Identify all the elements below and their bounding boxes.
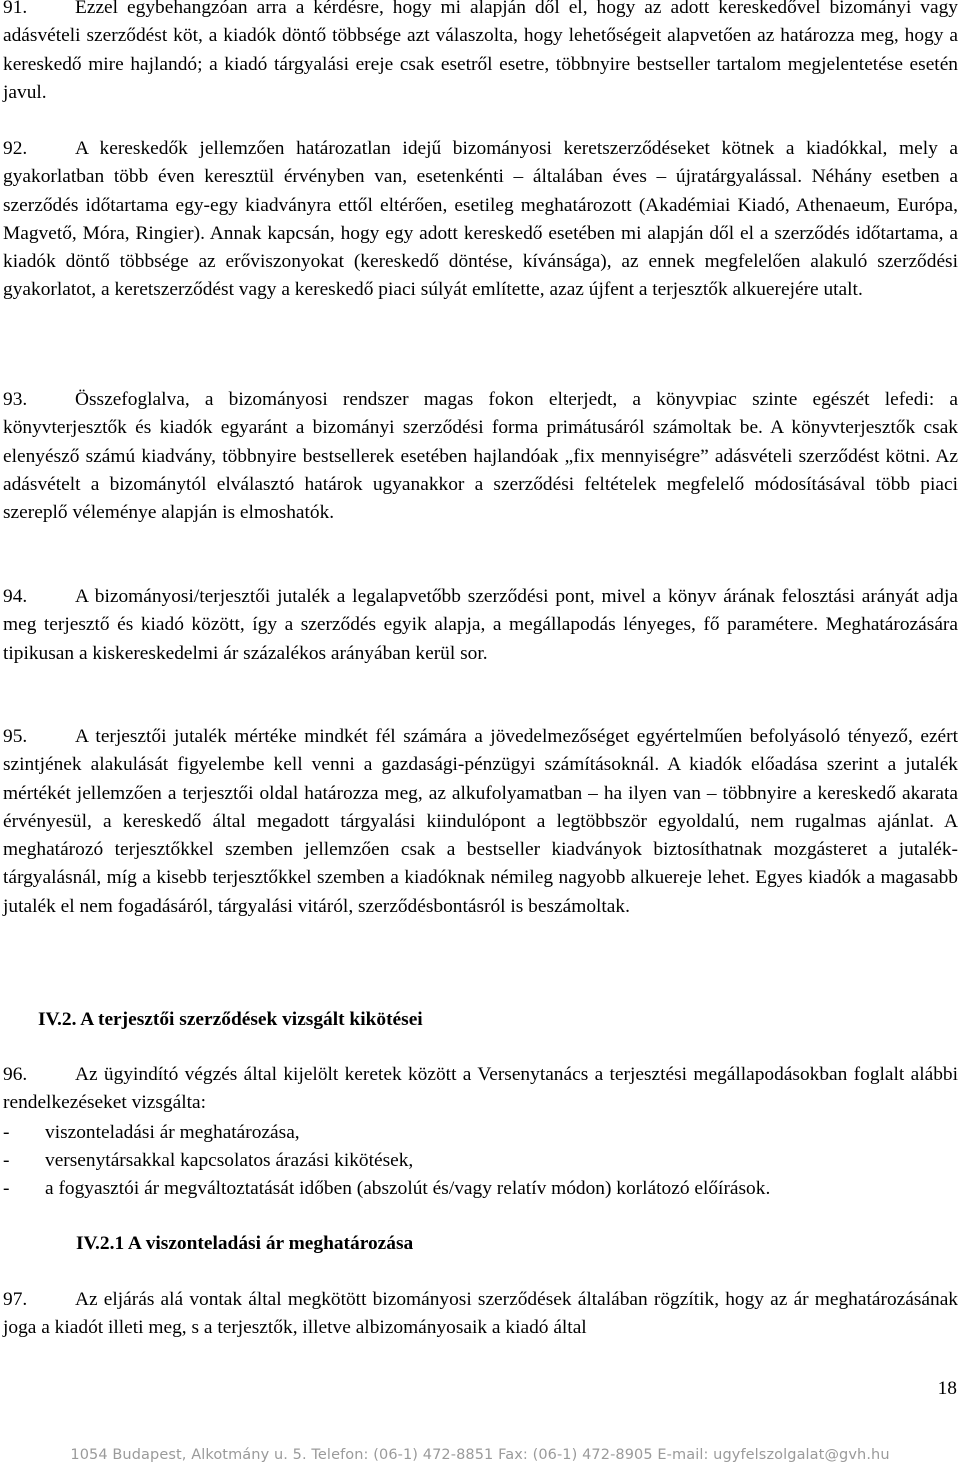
paragraph-text: Összefoglalva, a bizományosi rendszer magas fokon elterjedt, a könyvpiac szinte egészét lefedi: a könyvterjesztők és kiadók egyaránt a bizományi szerződési forma primátusáról számoltak be. A könyvterjesztők csak elenyésző számú kiadvány, többnyire bestsellerek esetében hajlandóak „fix mennyiségre” adásvételi szerződést kötni. Az adásvételt a bizománytól elválasztó határok ugyanakkor a szerződési feltételek megfelelő módosításával több piaci szereplő véleménye alapján is elmoshatók. (3, 389, 958, 524)
list-dash: - (3, 1150, 10, 1171)
paragraph-text: Az eljárás alá vontak által megkötött bizományosi szerződések általában rögzítik, hogy az ár meghatározásának joga a kiadót illeti meg, s a terjesztők, illetve albizományosaik a kiadó által (3, 1289, 958, 1339)
paragraph-92 (3, 135, 958, 305)
footer-contact: 1054 Budapest, Alkotmány u. 5. Telefon: (06-1) 472-8851 Fax: (06-1) 472-8905 E-mail: ugyfelszolgalat@gvh.hu (70, 1447, 890, 1463)
paragraph-text: A terjesztői jutalék mértéke mindkét fél számára a jövedelmezőséget egyértelműen befolyásoló tényező, ezért szintjének alakulását figyelembe kell venni a gazdasági-pénzügyi számításoknál. A kiadók előadása szerint a jutalék mértékét jellemzően a terjesztői oldal határozza meg, az alkufolyamatban – ha ilyen van – többnyire a kereskedő akarata érvényesül, a kereskedő által megadott tárgyalási kiindulópont a legtöbbször egyoldalú, nem rugalmas ajánlat. A meghatározó terjesztőkkel szemben jellemzően csak a bestseller kiadványok biztosíthatnak mozgásteret a jutalék-tárgyalásnál, míg a kisebb terjesztőkkel szemben a kiadóknak némileg nagyobb alkuereje lehet. Egyes kiadók a magasabb jutalék el nem fogadásáról, tárgyalási vitáról, szerződésbontásról is beszámoltak. (3, 726, 958, 917)
list-item-text: versenytársakkal kapcsolatos árazási kikötések, (45, 1150, 414, 1171)
paragraph-number: 93. (3, 389, 28, 410)
paragraph-number: 95. (3, 726, 28, 747)
list-item-text: a fogyasztói ár megváltoztatását időben (abszolút és/vagy relatív módon) korlátozó előírások. (45, 1178, 771, 1199)
section-heading-iv-2-1: IV.2.1 A viszonteladási ár meghatározása (76, 1233, 414, 1254)
page-number: 18 (937, 1378, 957, 1399)
paragraph-text: Ezzel egybehangzóan arra a kérdésre, hogy mi alapján dől el, hogy az adott kereskedővel bizományi vagy adásvételi szerződést köt, a kiadók döntő többsége azt válaszolta, hogy lehetőségeit alapvetően az határozza meg, hogy a kereskedő mire hajlandó; a kiadó tárgyalási ereje csak esetről esetre, többnyire bestseller tartalom megjelentetése esetén javul. (3, 0, 958, 103)
paragraph-number: 92. (3, 138, 28, 159)
paragraph-95 (3, 723, 958, 921)
paragraph-number: 96. (3, 1064, 28, 1085)
paragraph-text: A bizományosi/terjesztői jutalék a legalapvetőbb szerződési pont, mivel a könyv árának felosztási arányát adja meg terjesztő és kiadó között, így a szerződés egyik alapja, a megállapodás lényeges, fő paramétere. Meghatározására tipikusan a kiskereskedelmi ár százalékos arányában kerül sor. (3, 586, 958, 664)
list-item (3, 1119, 958, 1147)
section-heading-iv-2: IV.2. A terjesztői szerződések vizsgált kikötései (38, 1009, 423, 1030)
list-item (3, 1175, 958, 1203)
paragraph-number: 97. (3, 1289, 28, 1310)
list-item-text: viszonteladási ár meghatározása, (45, 1122, 300, 1143)
list-dash: - (3, 1122, 10, 1143)
paragraph-text: A kereskedők jellemzően határozatlan idejű bizományosi keretszerződéseket kötnek a kiadókkal, mely a gyakorlatban több éven keresztül érvényben van, esetenkénti – általában éves – újratárgyalással. Néhány esetben a szerződés időtartama egy-egy kiadványra ettől eltérően, esetileg meghatározott (Akadémiai Kiadó, Athenaeum, Európa, Magvető, Móra, Ringier). Annak kapcsán, hogy egy adott kereskedő esetében mi alapján dől el a szerződés időtartama, a kiadók döntő többsége az erőviszonyokat (kereskedő döntése, kívánsága), az ennek megfelelően alakuló szerződési gyakorlatot, a keretszerződést vagy a kereskedő piaci súlyát említette, azaz újfent a terjesztők alkuerejére utalt. (3, 138, 958, 301)
paragraph-text: Az ügyindító végzés által kijelölt keretek között a Versenytanács a terjesztési megállapodásokban foglalt alábbi rendelkezéseket vizsgálta: (3, 1064, 958, 1114)
list-item (3, 1147, 958, 1175)
paragraph-96 (3, 1061, 958, 1118)
list-dash: - (3, 1178, 10, 1199)
paragraph-93 (3, 386, 958, 527)
paragraph-91 (3, 0, 958, 107)
paragraph-97 (3, 1286, 958, 1343)
paragraph-number: 91. (3, 0, 28, 18)
paragraph-number: 94. (3, 586, 28, 607)
paragraph-94 (3, 583, 958, 668)
